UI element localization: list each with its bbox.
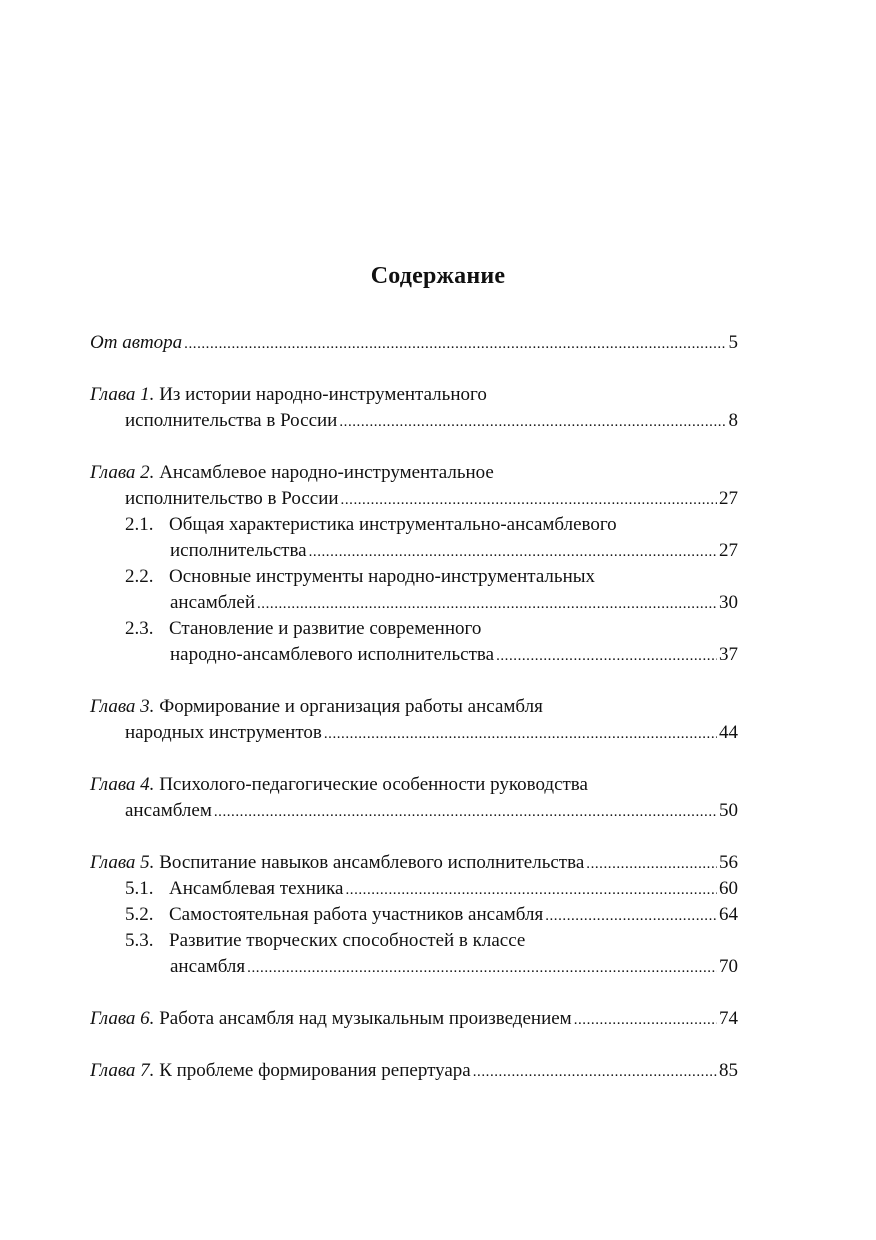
section-title-cont: ансамбля: [170, 956, 246, 977]
toc-section-5-1[interactable]: [125, 876, 738, 902]
page-number: 74: [719, 1008, 738, 1029]
section-number: 2.2.: [125, 566, 154, 587]
chapter-title: Работа ансамбля над музыкальным произведением: [159, 1008, 572, 1029]
toc-chapter-2[interactable]: [90, 460, 738, 486]
chapter-title: Психолого-педагогические особенности руководства: [159, 774, 588, 795]
chapter-prefix: Глава 4.: [90, 774, 155, 795]
dot-leader: [586, 850, 717, 876]
chapter-title: Из истории народно-инструментального: [159, 384, 487, 405]
toc-chapter-5[interactable]: [90, 850, 738, 876]
section-title: Самостоятельная работа участников ансамбля: [169, 904, 544, 925]
dot-leader: [545, 902, 717, 928]
chapter-title: Ансамблевое народно-инструментальное: [159, 462, 494, 483]
chapter-prefix: Глава 3.: [90, 696, 155, 717]
chapter-title-cont: исполнительство в России: [125, 488, 339, 509]
section-title: Становление и развитие современного: [169, 618, 482, 639]
page-number: 70: [719, 956, 738, 977]
dot-leader: [247, 954, 717, 980]
page-number: 37: [719, 644, 738, 665]
section-title: Развитие творческих способностей в классе: [169, 930, 526, 951]
chapter-title-cont: ансамблем: [125, 800, 212, 821]
toc-section-2-1-cont[interactable]: [170, 538, 738, 564]
section-title-cont: народно-ансамблевого исполнительства: [170, 644, 495, 665]
chapter-title-cont: народных инструментов: [125, 722, 322, 743]
section-title-cont: ансамблей: [170, 592, 255, 613]
toc-section-2-3[interactable]: [125, 616, 738, 642]
toc-chapter-6[interactable]: [90, 1006, 738, 1032]
toc-chapter-4[interactable]: [90, 772, 738, 798]
page-number: 30: [719, 592, 738, 613]
section-number: 5.2.: [125, 904, 154, 925]
page-number: 27: [719, 540, 738, 561]
section-number: 5.1.: [125, 878, 154, 899]
section-number: 2.1.: [125, 514, 154, 535]
chapter-title: Воспитание навыков ансамблевого исполнительства: [159, 852, 585, 873]
dot-leader: [473, 1058, 717, 1084]
toc-section-2-1[interactable]: [125, 512, 738, 538]
dot-leader: [345, 876, 717, 902]
page-number: 56: [719, 852, 738, 873]
page-number: 27: [719, 488, 738, 509]
toc-section-5-2[interactable]: [125, 902, 738, 928]
toc-chapter-1-cont[interactable]: [125, 408, 738, 434]
toc-chapter-7[interactable]: [90, 1058, 738, 1084]
toc-chapter-2-cont[interactable]: [125, 486, 738, 512]
section-title: Общая характеристика инструментально-ансамблевого: [169, 514, 617, 535]
dot-leader: [574, 1006, 717, 1032]
dot-leader: [257, 590, 717, 616]
chapter-title-cont: исполнительства в России: [125, 410, 338, 431]
chapter-prefix: Глава 2.: [90, 462, 155, 483]
chapter-prefix: Глава 1.: [90, 384, 155, 405]
page-number: 8: [728, 410, 738, 431]
dot-leader: [184, 330, 726, 356]
toc-section-2-2[interactable]: [125, 564, 738, 590]
dot-leader: [496, 642, 717, 668]
section-number: 2.3.: [125, 618, 154, 639]
page-number: 44: [719, 722, 738, 743]
page-number: 64: [719, 904, 738, 925]
toc-chapter-4-cont[interactable]: [125, 798, 738, 824]
toc-label: От автора: [90, 332, 183, 353]
chapter-title: К проблеме формирования репертуара: [159, 1060, 471, 1081]
page-number: 85: [719, 1060, 738, 1081]
toc-section-5-3-cont[interactable]: [170, 954, 738, 980]
dot-leader: [309, 538, 717, 564]
section-title: Ансамблевая техника: [169, 878, 344, 899]
chapter-prefix: Глава 6.: [90, 1008, 155, 1029]
toc-chapter-1[interactable]: [90, 382, 738, 408]
page-number: 60: [719, 878, 738, 899]
dot-leader: [341, 486, 717, 512]
dot-leader: [214, 798, 717, 824]
toc-section-5-3[interactable]: [125, 928, 738, 954]
section-number: 5.3.: [125, 930, 154, 951]
toc-section-2-3-cont[interactable]: [170, 642, 738, 668]
toc-chapter-3-cont[interactable]: [125, 720, 738, 746]
toc-section-2-2-cont[interactable]: [170, 590, 738, 616]
page-title: Содержание: [370, 263, 506, 289]
chapter-prefix: Глава 5.: [90, 852, 155, 873]
toc-chapter-3[interactable]: [90, 694, 738, 720]
section-title-cont: исполнительства: [170, 540, 307, 561]
section-title: Основные инструменты народно-инструментальных: [169, 566, 596, 587]
chapter-title: Формирование и организация работы ансамбля: [159, 696, 543, 717]
toc-entry-author[interactable]: [90, 330, 738, 356]
page-number: 5: [728, 332, 738, 353]
dot-leader: [339, 408, 726, 434]
page-number: 50: [719, 800, 738, 821]
chapter-prefix: Глава 7.: [90, 1060, 155, 1081]
dot-leader: [324, 720, 717, 746]
